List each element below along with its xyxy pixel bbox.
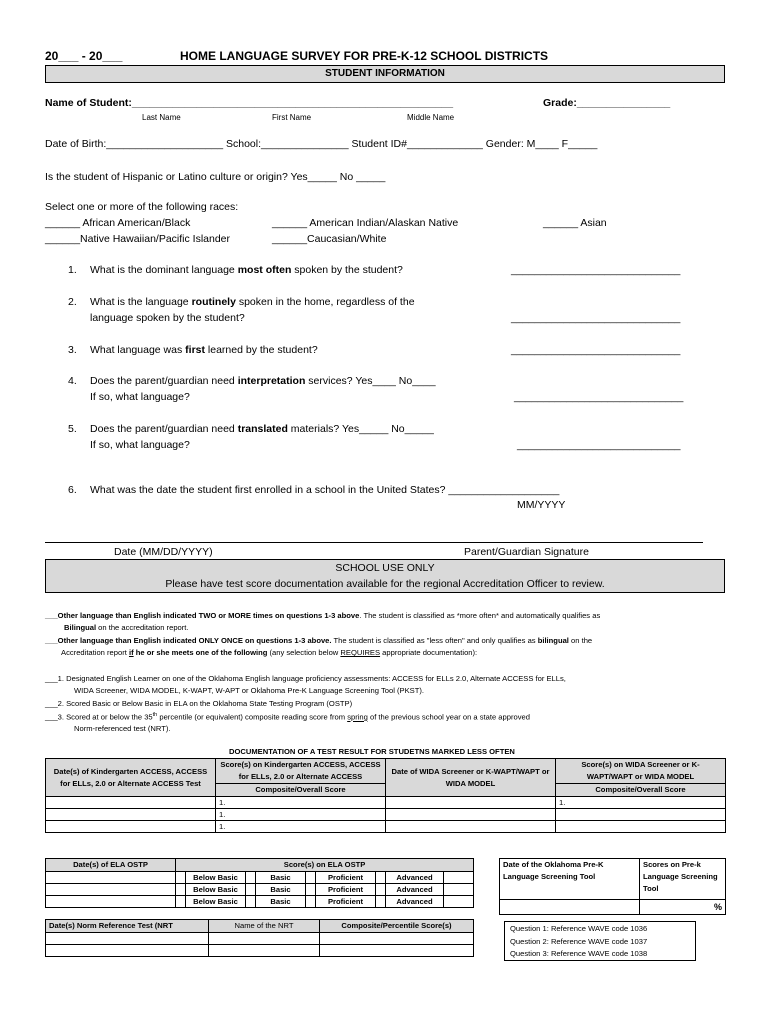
wave-code-q3: Question 3: Reference WAVE code 1038 <box>510 949 648 958</box>
wave-code-q1: Question 1: Reference WAVE code 1036 <box>510 924 648 933</box>
checkbox[interactable] <box>246 896 256 908</box>
question-3-answer[interactable]: _____________________________ <box>511 344 681 356</box>
ela-header-date: Date(s) of ELA OSTP <box>46 859 176 872</box>
option-3-nrt[interactable]: ___3. Scored at or below the 35th percentile (or equivalent) composite reading score from spring of the previous school year on a state approved <box>45 712 530 722</box>
question-6-number: 6. <box>68 484 77 496</box>
table-cell[interactable] <box>444 872 474 884</box>
question-2-number: 2. <box>68 296 77 308</box>
checkbox[interactable] <box>246 884 256 896</box>
question-1-text: What is the dominant language most often spoken by the student? <box>90 264 403 276</box>
question-4-answer[interactable]: _____________________________ <box>514 391 684 403</box>
doc-subheader-composite: Composite/Overall Score <box>216 784 386 797</box>
question-5-text-line2: If so, what language? <box>90 439 190 451</box>
nrt-header-score: Composite/Percentile Score(s) <box>320 920 474 933</box>
checkbox[interactable] <box>246 872 256 884</box>
documentation-table-title: DOCUMENTATION OF A TEST RESULT FOR STUDETNS MARKED LESS OFTEN <box>229 747 515 756</box>
level-proficient: Proficient <box>316 884 376 896</box>
grade-field[interactable]: Grade:________________ <box>543 97 671 109</box>
middle-name-label: Middle Name <box>407 113 455 122</box>
documentation-table <box>45 758 726 833</box>
race-american-indian[interactable]: ______ American Indian/Alaskan Native <box>272 217 459 229</box>
table-cell[interactable] <box>444 884 474 896</box>
checkbox[interactable] <box>376 896 386 908</box>
question-4-number: 4. <box>68 375 77 387</box>
level-basic: Basic <box>256 896 306 908</box>
signature-line[interactable] <box>45 542 703 543</box>
table-row <box>500 900 726 915</box>
table-cell[interactable] <box>500 900 640 915</box>
checkbox[interactable] <box>376 884 386 896</box>
question-4-text-line2: If so, what language? <box>90 391 190 403</box>
prek-score-percent[interactable]: % <box>640 900 726 915</box>
table-cell[interactable] <box>320 945 474 957</box>
race-asian[interactable]: ______ Asian <box>543 217 607 229</box>
signature-date-label: Date (MM/DD/YYYY) <box>114 546 213 558</box>
race-caucasian[interactable]: ______Caucasian/White <box>272 233 387 245</box>
prek-screening-table <box>499 858 726 915</box>
page-title: HOME LANGUAGE SURVEY FOR PRE-K-12 SCHOOL DISTRICTS <box>180 49 549 63</box>
student-information-bar: STUDENT INFORMATION <box>45 65 725 83</box>
dob-school-id-gender-line[interactable]: Date of Birth:____________________ School:_______________ Student ID#_____________ Gender: M____ F_____ <box>45 138 598 150</box>
question-3-text: What language was first learned by the student? <box>90 344 318 356</box>
level-proficient: Proficient <box>316 896 376 908</box>
level-advanced: Advanced <box>386 872 444 884</box>
checkbox[interactable] <box>176 884 186 896</box>
doc-header-wida-score: Score(s) on WIDA Screener or K-WAPT/WAPT or WIDA MODEL <box>556 759 726 784</box>
doc-header-access-score: Score(s) on Kindergarten ACCESS, ACCESS for ELLs, 2.0 or Alternate ACCESS <box>216 759 386 784</box>
doc-header-access-date: Date(s) of Kindergarten ACCESS, ACCESS for ELLs, 2.0 or Alternate ACCESS Test <box>46 759 216 797</box>
question-3-number: 3. <box>68 344 77 356</box>
nrt-table <box>45 919 474 957</box>
level-advanced: Advanced <box>386 884 444 896</box>
classification-only-once[interactable]: ___Other language than English indicated ONLY ONCE on questions 1-3 above. The student is classified as "less often" and only qualifies as bilingual on the <box>45 636 593 645</box>
table-cell[interactable] <box>556 821 726 833</box>
table-cell[interactable] <box>46 945 209 957</box>
table-cell[interactable] <box>46 872 176 884</box>
checkbox[interactable] <box>176 896 186 908</box>
question-1-answer[interactable]: _____________________________ <box>511 264 681 276</box>
level-advanced: Advanced <box>386 896 444 908</box>
doc-header-wida-date: Date of WIDA Screener or K-WAPT/WAPT or WIDA MODEL <box>386 759 556 797</box>
wave-codes-box <box>504 921 696 961</box>
table-cell[interactable] <box>46 821 216 833</box>
classification-only-once-line2: Accreditation report if he or she meets one of the following (any selection below REQUIRES appropriate documentation): <box>61 648 478 657</box>
table-cell[interactable] <box>209 933 320 945</box>
question-2-text: What is the language routinely spoken in the home, regardless of the <box>90 296 415 308</box>
school-use-instruction: Please have test score documentation available for the regional Accreditation Officer to review. <box>165 578 605 590</box>
question-2-answer[interactable]: _____________________________ <box>511 312 681 324</box>
checkbox[interactable] <box>176 872 186 884</box>
last-name-label: Last Name <box>142 113 181 122</box>
table-cell[interactable] <box>386 821 556 833</box>
table-row <box>46 809 726 821</box>
level-basic: Basic <box>256 872 306 884</box>
table-cell[interactable] <box>46 896 176 908</box>
wave-code-q2: Question 2: Reference WAVE code 1037 <box>510 936 648 946</box>
level-below-basic: Below Basic <box>186 884 246 896</box>
prek-header-scores: Scores on Pre-k Language Screening Tool <box>640 859 726 900</box>
checkbox[interactable] <box>376 872 386 884</box>
hispanic-question[interactable]: Is the student of Hispanic or Latino culture or origin? Yes_____ No _____ <box>45 171 386 183</box>
question-5-number: 5. <box>68 423 77 435</box>
question-5-text[interactable]: Does the parent/guardian need translated materials? Yes_____ No_____ <box>90 423 434 435</box>
table-row <box>46 945 474 957</box>
ela-ostp-table <box>45 858 474 908</box>
table-cell[interactable]: 1. <box>556 797 726 809</box>
classification-two-or-more-line2: Bilingual on the accreditation report. <box>64 623 189 632</box>
first-name-label: First Name <box>272 113 312 122</box>
prek-header-date: Date of the Oklahoma Pre-K Language Screening Tool <box>500 859 640 900</box>
question-2-text-line2: language spoken by the student? <box>90 312 245 324</box>
table-cell[interactable] <box>320 933 474 945</box>
table-row <box>46 872 474 884</box>
table-row <box>46 884 474 896</box>
table-row <box>46 797 726 809</box>
question-6-format: MM/YYYY <box>517 499 566 511</box>
doc-subheader-composite-wida: Composite/Overall Score <box>556 784 726 797</box>
ela-header-score: Score(s) on ELA OSTP <box>176 859 474 872</box>
table-row <box>46 821 726 833</box>
table-cell[interactable] <box>46 809 216 821</box>
level-basic: Basic <box>256 884 306 896</box>
race-native-hawaiian[interactable]: ______Native Hawaiian/Pacific Islander <box>45 233 231 245</box>
level-below-basic: Below Basic <box>186 872 246 884</box>
student-name-field[interactable]: Name of Student:_______________________________________________________ <box>45 97 454 109</box>
option-3-line2: Norm-referenced test (NRT). <box>74 724 171 733</box>
checkbox[interactable] <box>306 884 316 896</box>
table-cell[interactable] <box>444 896 474 908</box>
classification-two-or-more[interactable]: ___Other language than English indicated TWO or MORE times on questions 1-3 above. The student is classified as *more often* and automatically qualifies as <box>45 611 601 620</box>
checkbox[interactable] <box>306 872 316 884</box>
question-6-text[interactable]: What was the date the student first enrolled in a school in the United States? ___________________ <box>90 484 560 496</box>
level-below-basic: Below Basic <box>186 896 246 908</box>
question-1-number: 1. <box>68 264 77 276</box>
table-cell[interactable] <box>46 933 209 945</box>
table-cell[interactable] <box>209 945 320 957</box>
option-1-designated-el[interactable]: ___1. Designated English Learner on one of the Oklahoma English language proficiency assessments: ACCESS for ELLs 2.0, Alternate ACCESS for ELLs, <box>45 674 566 683</box>
table-cell[interactable]: 1. <box>216 821 386 833</box>
table-cell[interactable] <box>556 809 726 821</box>
school-use-only-box <box>45 559 725 593</box>
table-row <box>46 933 474 945</box>
question-5-answer[interactable]: ____________________________ <box>517 439 681 451</box>
table-cell[interactable] <box>46 884 176 896</box>
option-1-line2: WIDA Screener, WIDA MODEL, K-WAPT, W-APT or Oklahoma Pre-K Language Screening Tool (PKST). <box>74 686 424 695</box>
parent-signature-label: Parent/Guardian Signature <box>464 546 589 558</box>
question-4-text[interactable]: Does the parent/guardian need interpretation services? Yes____ No____ <box>90 375 436 387</box>
table-cell[interactable] <box>386 809 556 821</box>
nrt-header-date: Date(s) Norm Reference Test (NRT <box>46 920 209 933</box>
table-row <box>46 896 474 908</box>
option-2-ostp[interactable]: ___2. Scored Basic or Below Basic in ELA on the Oklahoma State Testing Program (OSTP) <box>45 699 353 708</box>
nrt-header-name: Name of the NRT <box>209 920 320 933</box>
table-cell[interactable]: 1. <box>216 809 386 821</box>
races-intro: Select one or more of the following races: <box>45 201 239 213</box>
checkbox[interactable] <box>306 896 316 908</box>
table-cell[interactable] <box>386 797 556 809</box>
table-cell[interactable] <box>46 797 216 809</box>
race-african-american[interactable]: ______ African American/Black <box>45 217 191 229</box>
year-range[interactable]: 20___ - 20___ <box>45 49 123 63</box>
school-use-title: SCHOOL USE ONLY <box>335 562 435 574</box>
table-cell[interactable]: 1. <box>216 797 386 809</box>
level-proficient: Proficient <box>316 872 376 884</box>
